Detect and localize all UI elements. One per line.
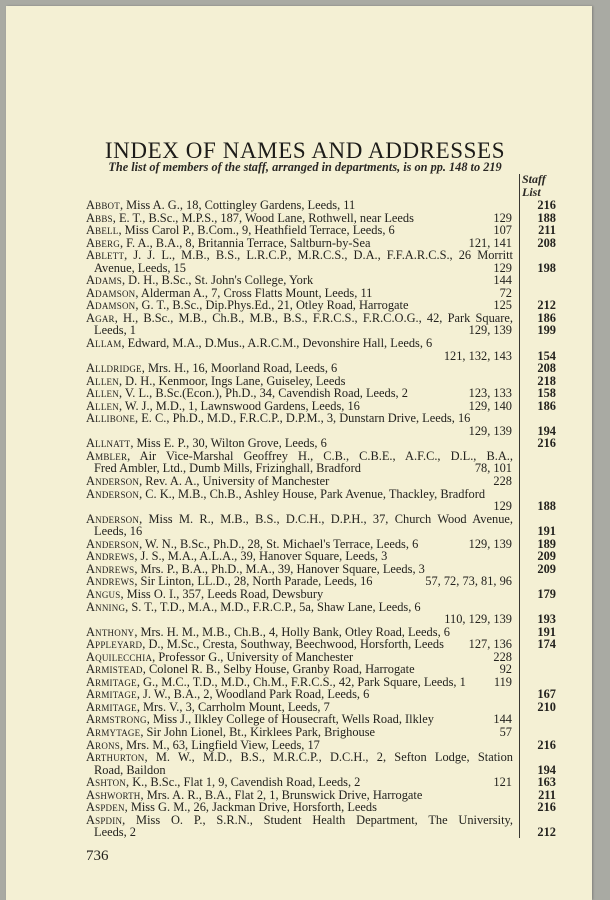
- entry-details: , Sir John Lionel, Bt., Kirklees Park, Brighouse: [140, 724, 376, 739]
- entry-staff-list-page: 191: [537, 624, 556, 639]
- entry-text: [86, 513, 513, 526]
- entry-surname: Allam: [86, 336, 122, 351]
- entry-surname: Andrews: [86, 549, 135, 564]
- entry-page-references: 125: [493, 298, 512, 313]
- index-entry: [86, 513, 556, 538]
- entry-staff-list-page: 210: [537, 699, 556, 714]
- entry-surname: Andrews: [86, 561, 135, 576]
- entry-details: , Miss G. M., 26, Jackman Drive, Horsforth, Leeds: [124, 800, 377, 815]
- entry-page-references: 110, 129, 139: [444, 612, 512, 627]
- entry-staff-list-page: 212: [537, 825, 556, 840]
- index-entry: [86, 337, 556, 362]
- entry-details: , Mrs. P., B.A., Ph.D., M.A., 39, Hanover Square, Leeds, 3: [134, 561, 425, 576]
- entry-staff-list-page: 188: [537, 499, 556, 514]
- entry-details: Leeds, 2: [94, 825, 136, 840]
- index-entry: [86, 249, 556, 274]
- entry-details: , W. N., B.Sc., Ph.D., 28, St. Michael's Terrace, Leeds, 6: [139, 536, 419, 551]
- entry-details: , J. J. L., M.B., B.S., L.R.C.P., M.R.C.S., D.A., F.F.A.R.C.S., 26 Morritt: [124, 248, 513, 263]
- entry-surname: Anderson: [86, 511, 140, 526]
- entry-staff-list-page: 188: [537, 210, 556, 225]
- staff-list-column-header: [522, 173, 546, 199]
- index-entries-list: [86, 199, 556, 839]
- entry-surname: Allnatt: [86, 436, 131, 451]
- entry-text: [86, 412, 470, 425]
- index-entry: [86, 601, 556, 626]
- entry-text: [86, 601, 421, 614]
- entry-details: , Mrs. M., 63, Lingfield View, Leeds, 17: [119, 737, 320, 752]
- entry-details: Leeds, 1: [94, 323, 136, 338]
- entry-surname: Armitage: [86, 674, 137, 689]
- entry-surname: Arons: [86, 737, 120, 752]
- entry-surname: Ashworth: [86, 787, 141, 802]
- entry-page-references: 129, 140: [468, 398, 512, 413]
- entry-page-references: 57, 72, 73, 81, 96: [425, 574, 512, 589]
- entry-staff-list-page: 186: [537, 310, 556, 325]
- entry-surname: Abbs: [86, 210, 113, 225]
- entry-staff-list-page: 211: [538, 787, 556, 802]
- entry-page-references: 144: [493, 712, 512, 727]
- entry-staff-list-page: 216: [537, 198, 556, 212]
- entry-staff-list-page: 191: [537, 524, 556, 539]
- entry-surname: Armitage: [86, 687, 137, 702]
- entry-text: [94, 826, 136, 839]
- entry-page-references: 228: [493, 649, 512, 664]
- entry-staff-list-page: 216: [537, 436, 556, 451]
- entry-details: , Miss M. R., M.B., B.S., D.C.H., D.P.H., 37, Church Wood Avenue,: [139, 511, 513, 526]
- entry-page-references: 129, 139: [468, 423, 512, 438]
- entry-surname: Allen: [86, 386, 119, 401]
- entry-details: , Professor G., University of Manchester: [152, 649, 354, 664]
- entry-details: , Mrs. V., 3, Carrholm Mount, Leeds, 7: [136, 699, 330, 714]
- entry-staff-list-page: 186: [537, 398, 556, 413]
- entry-staff-list-page: 211: [538, 223, 556, 238]
- entry-line: [86, 488, 556, 501]
- entry-details: Road, Baildon: [94, 762, 166, 777]
- entry-staff-list-page: 209: [537, 549, 556, 564]
- staff-list-header-line-2: List: [522, 185, 541, 199]
- entry-surname: Armstrong: [86, 712, 147, 727]
- entry-staff-list-page: 174: [537, 637, 556, 652]
- entry-page-references: 92: [499, 662, 512, 677]
- entry-staff-list-page: 194: [537, 423, 556, 438]
- entry-surname: Alldridge: [86, 361, 142, 376]
- entry-details: , M. W., M.D., B.S., M.R.C.P., D.C.H., 2, Sefton Lodge, Station: [144, 750, 513, 765]
- entry-page-references: 129: [493, 260, 512, 275]
- entry-details: , K., B.Sc., Flat 1, 9, Cavendish Road, Leeds, 2: [126, 775, 361, 790]
- entry-surname: Aquilecchia: [86, 649, 153, 664]
- entry-details: , C. K., M.B., Ch.B., Ashley House, Park Avenue, Thackley, Bradford: [139, 486, 486, 501]
- index-entry: [86, 488, 556, 513]
- entry-staff-list-page: 216: [537, 737, 556, 752]
- index-entry: [86, 312, 556, 337]
- entry-surname: Angus: [86, 586, 121, 601]
- entry-page-references: 121, 141: [468, 235, 512, 250]
- entry-surname: Ambler: [86, 448, 128, 463]
- entry-details: , Air Vice-Marshal Geoffrey H., C.B., C.B.E., A.F.C., D.L., B.A.,: [127, 448, 513, 463]
- entry-surname: Adamson: [86, 298, 136, 313]
- entry-details: , Miss A. G., 18, Cottingley Gardens, Leeds, 11: [119, 198, 356, 212]
- entry-details: , Mrs. H. M., M.B., Ch.B., 4, Holly Bank, Otley Road, Leeds, 6: [134, 624, 450, 639]
- entry-details: , Colonel R. B., Selby House, Granby Road, Harrogate: [142, 662, 415, 677]
- entry-details: , D., M.Sc., Cresta, Southway, Beechwood, Horsforth, Leeds: [142, 637, 444, 652]
- entry-surname: Agar: [86, 310, 115, 325]
- entry-details: , W. J., M.D., 1, Lawnswood Gardens, Leeds, 16: [118, 398, 360, 413]
- entry-page-references: 121, 132, 143: [443, 348, 512, 363]
- entry-staff-list-page: 179: [537, 586, 556, 601]
- entry-staff-list-page: 198: [537, 260, 556, 275]
- entry-details: , H., B.Sc., M.B., Ch.B., M.B., B.S., F.R.C.S., F.R.C.O.G., 42, Park Square,: [114, 310, 513, 325]
- entry-surname: Ashton: [86, 775, 126, 790]
- entry-surname: Anthony: [86, 624, 135, 639]
- entry-page-references: 144: [493, 273, 512, 288]
- entry-details: , Miss Carol P., B.Com., 9, Heathfield Terrace, Leeds, 6: [118, 223, 395, 238]
- entry-page-references: 72: [499, 285, 512, 300]
- entry-surname: Anderson: [86, 486, 140, 501]
- entry-continuation-line: [86, 826, 556, 839]
- entry-surname: Appleyard: [86, 637, 143, 652]
- entry-text: [86, 337, 432, 350]
- entry-details: , Mrs. H., 16, Moorland Road, Leeds, 6: [141, 361, 338, 376]
- entry-page-references: 228: [493, 474, 512, 489]
- entry-staff-list-page: 189: [537, 536, 556, 551]
- entry-surname: Allen: [86, 373, 119, 388]
- entry-text: [86, 814, 513, 827]
- entry-details: , Edward, M.A., D.Mus., A.R.C.M., Devonshire Hall, Leeds, 6: [121, 336, 433, 351]
- entry-details: , E. C., Ph.D., M.D., F.R.C.P., D.P.M., 3, Dunstarn Drive, Leeds, 16: [135, 411, 471, 426]
- entry-page-references: 129: [493, 499, 512, 514]
- entry-staff-list-page: 208: [537, 235, 556, 250]
- entry-line: [86, 513, 556, 526]
- entry-surname: Arthurton: [86, 750, 145, 765]
- entry-details: Fred Ambler, Ltd., Dumb Mills, Frizinghall, Bradford: [94, 461, 361, 476]
- entry-staff-list-page: 216: [537, 800, 556, 815]
- entry-details: , Sir Linton, LL.D., 28, North Parade, Leeds, 16: [134, 574, 373, 589]
- entry-page-references: 57: [499, 724, 512, 739]
- entry-surname: Adamson: [86, 285, 136, 300]
- entry-details: , Mrs. A. R., B.A., Flat 2, 1, Brunswick Drive, Harrogate: [140, 787, 423, 802]
- entry-surname: Aspden: [86, 800, 125, 815]
- entry-details: , G., M.C., T.D., M.D., Ch.M., F.R.C.S., 42, Park Square, Leeds, 1: [136, 674, 466, 689]
- entry-details: , V. L., B.Sc.(Econ.), Ph.D., 34, Cavendish Road, Leeds, 2: [118, 386, 408, 401]
- entry-details: , F. A., B.A., 8, Britannia Terrace, Saltburn-by-Sea: [119, 235, 371, 250]
- entry-details: Avenue, Leeds, 15: [94, 260, 186, 275]
- index-entry: [86, 751, 556, 776]
- entry-page-references: 129, 139: [468, 323, 512, 338]
- entry-page-references: 119: [493, 674, 512, 689]
- entry-details: , S. T., T.D., M.A., M.D., F.R.C.P., 5a, Shaw Lane, Leeds, 6: [125, 599, 421, 614]
- entry-staff-list-page: 193: [537, 612, 556, 627]
- entry-staff-list-page: 158: [537, 386, 556, 401]
- entry-staff-list-page: 167: [537, 687, 556, 702]
- entry-staff-list-page: 209: [537, 561, 556, 576]
- entry-staff-list-page: 212: [537, 298, 556, 313]
- entry-surname: Aberg: [86, 235, 120, 250]
- entry-text: [86, 488, 485, 501]
- entry-surname: Andrews: [86, 574, 135, 589]
- entry-details: , Miss O. I., 357, Leeds Road, Dewsbury: [120, 586, 324, 601]
- entry-page-references: 129, 139: [468, 536, 512, 551]
- entry-staff-list-page: 208: [537, 361, 556, 376]
- entry-surname: Armitage: [86, 699, 137, 714]
- entry-surname: Anderson: [86, 536, 140, 551]
- entry-page-references: 107: [493, 223, 512, 238]
- entry-surname: Ablett: [86, 248, 125, 263]
- entry-surname: Abell: [86, 223, 119, 238]
- entry-surname: Abbot: [86, 198, 120, 212]
- entry-staff-list-page: 199: [537, 323, 556, 338]
- page-subtitle: The list of members of the staff, arranged in departments, is on pp. 148 to 219: [108, 160, 502, 174]
- entry-line: [86, 337, 556, 350]
- entry-surname: Allibone: [86, 411, 136, 426]
- index-entry: [86, 450, 556, 475]
- entry-page-references: 129: [493, 210, 512, 225]
- entry-details: , J. W., B.A., 2, Woodland Park Road, Leeds, 6: [136, 687, 370, 702]
- entry-surname: Armytage: [86, 724, 141, 739]
- entry-page-references: 123, 133: [468, 386, 512, 401]
- entry-line: [86, 412, 556, 425]
- entry-page-references: 121: [493, 775, 512, 790]
- entry-text: [86, 312, 513, 325]
- entry-details: , Miss J., Ilkley College of Housecraft, Wells Road, Ilkley: [146, 712, 434, 727]
- entry-surname: Anderson: [86, 474, 140, 489]
- entry-staff-list-page: 194: [537, 762, 556, 777]
- page-title: INDEX OF NAMES AND ADDRESSES: [104, 138, 506, 164]
- entry-surname: Adams: [86, 273, 122, 288]
- entry-surname: Allen: [86, 398, 119, 413]
- entry-details: , Rev. A. A., University of Manchester: [139, 474, 330, 489]
- entry-page-references: 78, 101: [474, 461, 512, 476]
- entry-page-references: 127, 136: [468, 637, 512, 652]
- staff-list-header-line-1: Staff: [522, 172, 546, 186]
- entry-staff-list-page: 218: [537, 373, 556, 388]
- index-entry: [86, 412, 556, 437]
- entry-details: , Alderman A., 7, Cross Flatts Mount, Leeds, 11: [135, 285, 373, 300]
- entry-details: , G. T., B.Sc., Dip.Phys.Ed., 21, Otley Road, Harrogate: [135, 298, 409, 313]
- entry-details: , D. H., B.Sc., St. John's College, York: [121, 273, 314, 288]
- entry-surname: Anning: [86, 599, 126, 614]
- page-number: 736: [86, 848, 109, 864]
- entry-surname: Armistead: [86, 662, 143, 677]
- index-entry: [86, 814, 556, 839]
- entry-details: Leeds, 16: [94, 524, 143, 539]
- entry-details: , J. S., M.A., A.L.A., 39, Hanover Square, Leeds, 3: [134, 549, 388, 564]
- entry-surname: Aspdin: [86, 812, 123, 827]
- entry-staff-list-page: 154: [537, 348, 556, 363]
- entry-details: , E. T., B.Sc., M.P.S., 187, Wood Lane, Rothwell, near Leeds: [112, 210, 414, 225]
- entry-staff-list-page: 163: [537, 775, 556, 790]
- entry-details: , Miss E. P., 30, Wilton Grove, Leeds, 6: [130, 436, 327, 451]
- entry-line: [86, 814, 556, 827]
- entry-details: , Miss O. P., S.R.N., Student Health Department, The University,: [122, 812, 513, 827]
- entry-details: , D. H., Kenmoor, Ings Lane, Guiseley, Leeds: [118, 373, 346, 388]
